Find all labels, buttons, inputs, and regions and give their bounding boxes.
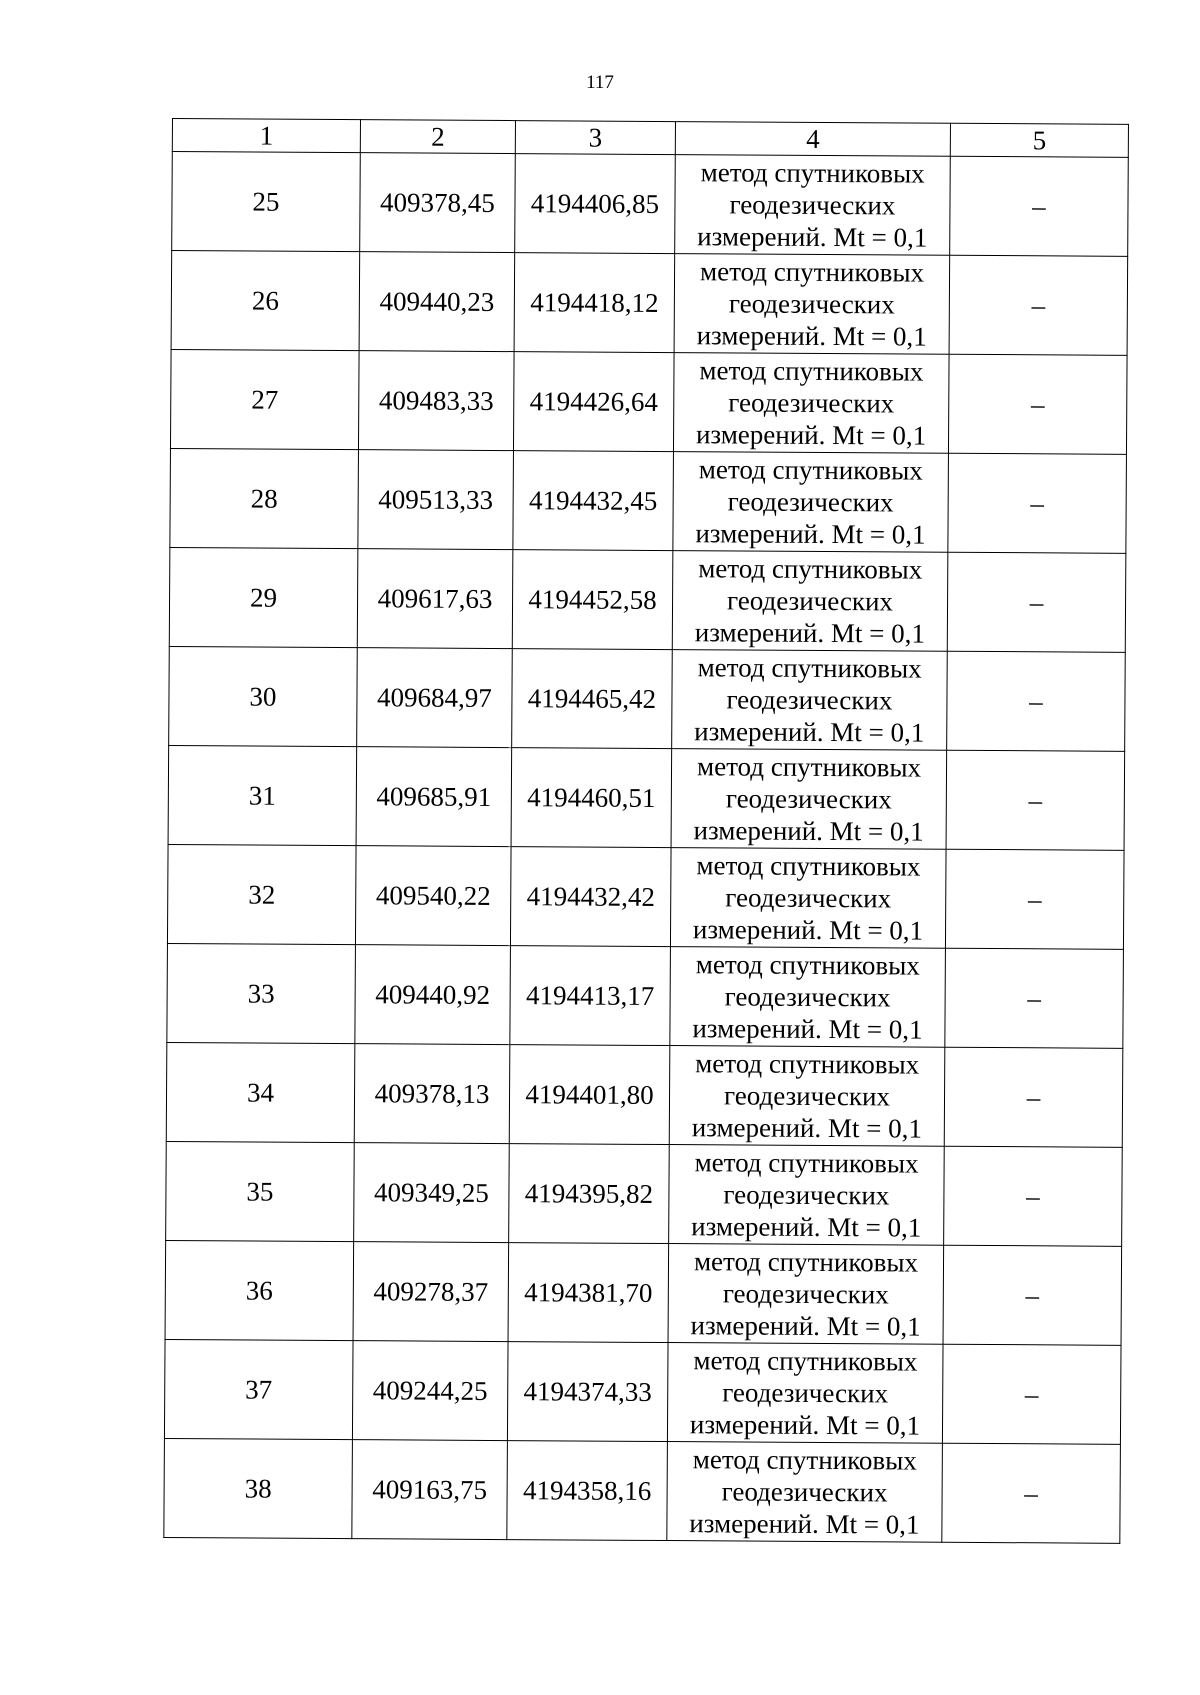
point-number-cell: 38: [164, 1438, 353, 1538]
x-coordinate-cell: 409617,63: [357, 549, 513, 649]
method-text: метод спутниковых геодезических измерений. Mt = 0,1: [690, 1246, 921, 1342]
table-row: [170, 448, 1127, 553]
y-coordinate-cell: 4194432,45: [513, 451, 674, 551]
x-coordinate-cell: 409684,97: [357, 648, 513, 748]
table-row: [166, 1141, 1123, 1246]
note-cell: –: [947, 552, 1126, 652]
table-row: [168, 745, 1125, 850]
table-row: [165, 1240, 1122, 1345]
table-row: [169, 547, 1126, 652]
note-cell: –: [950, 156, 1129, 256]
method-text: метод спутниковых геодезических измерений. Mt = 0,1: [693, 751, 924, 847]
point-number-cell: 27: [170, 349, 359, 449]
method-text: метод спутниковых геодезических измерений. Mt = 0,1: [692, 850, 924, 946]
x-coordinate-cell: 409483,33: [358, 351, 514, 451]
point-number-cell: 34: [166, 1042, 355, 1142]
method-cell: [674, 254, 950, 355]
method-cell: [667, 1343, 943, 1444]
point-number-cell: 37: [164, 1339, 353, 1439]
point-number-cell: 32: [167, 844, 356, 944]
note-cell: –: [945, 948, 1124, 1048]
x-coordinate-cell: 409378,13: [354, 1044, 510, 1144]
header-col-5: 5: [950, 123, 1128, 157]
note-cell: –: [948, 354, 1127, 454]
x-coordinate-cell: 409513,33: [358, 450, 514, 550]
y-coordinate-cell: 4194426,64: [513, 352, 674, 452]
y-coordinate-cell: 4194418,12: [514, 253, 675, 353]
header-col-3: 3: [515, 121, 675, 155]
note-cell: –: [946, 750, 1125, 850]
method-cell: [670, 947, 946, 1048]
method-cell: [668, 1244, 944, 1345]
point-number-cell: 35: [166, 1141, 355, 1241]
x-coordinate-cell: 409685,91: [356, 747, 512, 847]
note-cell: –: [945, 849, 1124, 949]
point-number-cell: 28: [170, 448, 359, 548]
table-row: [171, 251, 1128, 356]
point-number-cell: 31: [168, 745, 357, 845]
method-text: метод спутниковых геодезических измерений. Mt = 0,1: [691, 1048, 922, 1144]
y-coordinate-cell: 4194432,42: [510, 847, 671, 947]
note-cell: –: [947, 651, 1126, 751]
method-cell: [669, 1145, 945, 1246]
method-text: метод спутниковых геодезических измерений. Mt = 0,1: [689, 1444, 920, 1540]
page-number: 117: [586, 72, 614, 93]
method-text: метод спутниковых геодезических измерений. Mt = 0,1: [696, 256, 927, 352]
method-text: метод спутниковых геодезических измерений. Mt = 0,1: [692, 949, 923, 1045]
x-coordinate-cell: 409540,22: [355, 846, 511, 946]
x-coordinate-cell: 409163,75: [352, 1440, 508, 1540]
table-row: [167, 844, 1124, 949]
method-cell: [672, 551, 948, 652]
y-coordinate-cell: 4194395,82: [509, 1144, 670, 1244]
header-col-2: 2: [360, 120, 515, 154]
method-cell: [673, 452, 949, 553]
point-number-cell: 33: [167, 943, 356, 1043]
y-coordinate-cell: 4194460,51: [511, 748, 672, 848]
point-number-cell: 29: [169, 547, 358, 647]
y-coordinate-cell: 4194358,16: [507, 1441, 668, 1541]
y-coordinate-cell: 4194374,33: [507, 1342, 668, 1442]
note-cell: –: [949, 255, 1128, 355]
method-cell: [670, 848, 946, 949]
y-coordinate-cell: 4194452,58: [512, 550, 673, 650]
x-coordinate-cell: 409349,25: [354, 1143, 510, 1243]
table-row: [166, 1042, 1123, 1147]
point-number-cell: 25: [172, 152, 361, 252]
header-col-4: 4: [675, 122, 950, 157]
table-row: [169, 646, 1126, 751]
method-text: метод спутниковых геодезических измерений. Mt = 0,1: [695, 355, 927, 451]
table-body: [164, 152, 1128, 1544]
method-cell: [671, 749, 947, 850]
x-coordinate-cell: 409378,45: [360, 153, 516, 253]
method-cell: [675, 155, 951, 256]
table-row: [167, 943, 1124, 1048]
method-text: метод спутниковых геодезических измерений. Mt = 0,1: [689, 1345, 921, 1441]
x-coordinate-cell: 409244,25: [352, 1341, 508, 1441]
note-cell: –: [944, 1146, 1123, 1246]
note-cell: –: [948, 453, 1127, 553]
table-row: [164, 1339, 1121, 1444]
method-cell: [667, 1442, 943, 1543]
coordinates-table: [163, 118, 1129, 1544]
y-coordinate-cell: 4194406,85: [515, 154, 676, 254]
table-row: [164, 1438, 1121, 1543]
y-coordinate-cell: 4194381,70: [508, 1243, 669, 1343]
note-cell: –: [944, 1047, 1123, 1147]
note-cell: –: [942, 1443, 1121, 1543]
x-coordinate-cell: 409440,23: [359, 252, 515, 352]
table-row: [170, 349, 1127, 454]
method-cell: [672, 650, 948, 751]
y-coordinate-cell: 4194401,80: [509, 1045, 670, 1145]
header-col-1: 1: [172, 119, 360, 153]
note-cell: –: [943, 1245, 1122, 1345]
method-text: метод спутниковых геодезических измерений. Mt = 0,1: [691, 1147, 922, 1243]
method-text: метод спутниковых геодезических измерений. Mt = 0,1: [694, 553, 926, 649]
note-cell: –: [942, 1344, 1121, 1444]
point-number-cell: 30: [169, 646, 358, 746]
x-coordinate-cell: 409278,37: [353, 1242, 509, 1342]
table-row: [172, 152, 1129, 257]
y-coordinate-cell: 4194413,17: [510, 946, 671, 1046]
y-coordinate-cell: 4194465,42: [512, 649, 673, 749]
method-cell: [673, 353, 949, 454]
method-text: метод спутниковых геодезических измерений. Mt = 0,1: [695, 454, 926, 550]
method-text: метод спутниковых геодезических измерений. Mt = 0,1: [697, 157, 928, 253]
method-text: метод спутниковых геодезических измерений. Mt = 0,1: [694, 652, 925, 748]
point-number-cell: 36: [165, 1240, 354, 1340]
method-cell: [669, 1046, 945, 1147]
x-coordinate-cell: 409440,92: [355, 945, 511, 1045]
point-number-cell: 26: [171, 251, 360, 351]
